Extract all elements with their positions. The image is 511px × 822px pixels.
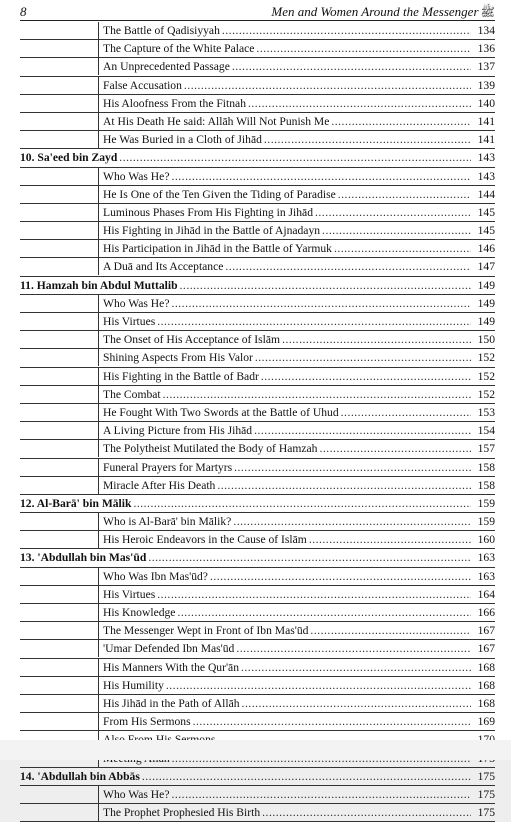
- toc-page-number: 163: [477, 569, 495, 583]
- toc-chapter-entry: [20, 149, 495, 166]
- toc-page-number: 136: [477, 42, 495, 56]
- toc-entry-line: [103, 95, 495, 112]
- toc-row: [20, 386, 495, 404]
- toc-entry-title: His Knowledge: [103, 606, 176, 619]
- toc-section-entry: [98, 204, 495, 221]
- toc-page-number: 141: [477, 133, 495, 147]
- dot-leader: [184, 77, 471, 94]
- toc-page-number: 143: [477, 151, 495, 165]
- toc-section-entry: [98, 422, 495, 439]
- toc-chapter-entry: [20, 277, 495, 294]
- toc-entry-line: [103, 477, 495, 494]
- toc-row: [20, 95, 495, 113]
- toc-entry-title: The Battle of Qadisiyyah: [103, 24, 220, 37]
- toc-entry-line: [103, 258, 495, 275]
- toc-page-number: 146: [477, 242, 495, 256]
- toc-entry-title: Who is Al-Barā' bin Mālik?: [103, 515, 232, 529]
- dot-leader: [261, 368, 471, 385]
- toc-entry-line: [103, 604, 495, 621]
- toc-entry-title: Luminous Phases From His Fighting in Jihād: [103, 205, 313, 219]
- toc-entry-title: The Capture of the White Palace: [103, 42, 255, 56]
- toc-page-number: 168: [477, 660, 495, 674]
- toc-section-entry: [98, 804, 495, 821]
- toc-row: [20, 768, 495, 786]
- toc-section-entry: [98, 131, 495, 148]
- toc-section-entry: [98, 531, 495, 548]
- toc-entry-title: A Duā and Its Acceptance: [103, 260, 224, 274]
- dot-leader: [341, 404, 471, 421]
- toc-entry-line: [103, 58, 495, 75]
- toc-row: [20, 204, 495, 222]
- toc-entry-line: [103, 677, 495, 694]
- toc-entry-line: [103, 513, 495, 530]
- toc-entry-line: [103, 113, 495, 130]
- toc-section-entry: [98, 786, 495, 803]
- dot-leader: [319, 440, 471, 457]
- dot-leader: [193, 713, 471, 730]
- toc-page-number: 139: [477, 78, 495, 92]
- dot-leader: [282, 331, 471, 348]
- dot-leader: [322, 222, 471, 239]
- toc-page-number: 140: [477, 96, 495, 110]
- toc-entry-title: He Was Buried in a Cloth of Jihād: [103, 133, 262, 147]
- toc-entry-line: [103, 240, 495, 257]
- toc-row: [20, 549, 495, 567]
- toc-entry-line: [103, 422, 495, 439]
- toc-page-number: 147: [477, 260, 495, 274]
- toc-row: [20, 586, 495, 604]
- toc-row: [20, 258, 495, 276]
- toc-section-entry: [98, 349, 495, 366]
- page-header: [20, 4, 495, 21]
- toc-entry-line: [103, 222, 495, 239]
- toc-chapter-entry: [20, 768, 495, 785]
- toc-section-entry: [98, 695, 495, 712]
- toc-entry-line: [103, 22, 495, 39]
- dot-leader: [315, 204, 471, 221]
- toc-section-entry: [98, 622, 495, 639]
- toc-row: [20, 713, 495, 731]
- dot-leader: [255, 349, 471, 366]
- dot-leader: [157, 313, 471, 330]
- toc-entry-title: The Onset of His Acceptance of Islām: [103, 333, 281, 347]
- toc-entry-title: He Is One of the Ten Given the Tiding of Paradise: [103, 187, 336, 201]
- toc-row: [20, 604, 495, 622]
- toc-page-number: 149: [477, 278, 495, 292]
- toc-page-number: 150: [477, 333, 495, 347]
- toc-section-entry: [98, 368, 495, 385]
- toc-section-entry: [98, 331, 495, 348]
- toc-section-entry: [98, 222, 495, 239]
- toc-section-entry: [98, 258, 495, 275]
- toc-entry-title: 'Umar Defended Ibn Mas'ūd: [103, 642, 235, 656]
- page-number: 8: [20, 4, 27, 19]
- toc-row: [20, 568, 495, 586]
- toc-page-number: 157: [477, 442, 495, 456]
- toc-row: [20, 804, 495, 822]
- toc-entry-title: 11. Hamzah bin Abdul Muttalib: [20, 278, 178, 292]
- viewer-bottom-strip: [0, 740, 511, 760]
- toc-row: [20, 77, 495, 95]
- toc-entry-line: [20, 549, 495, 566]
- toc-row: [20, 313, 495, 331]
- toc-row: [20, 349, 495, 367]
- dot-leader: [234, 459, 471, 476]
- toc-page-number: 167: [477, 624, 495, 638]
- toc-entry-title: Who Was Ibn Mas'ūd?: [103, 569, 208, 583]
- toc-page-number: 164: [477, 587, 495, 601]
- toc-entry-title: His Participation in Jihād in the Battle of Yarmuk: [103, 242, 332, 256]
- dot-leader: [331, 113, 471, 130]
- toc-entry-title: Miracle After His Death: [103, 478, 216, 492]
- dot-leader: [133, 495, 471, 512]
- toc-page-number: 159: [477, 515, 495, 529]
- dot-leader: [180, 277, 471, 294]
- dot-leader: [171, 168, 471, 185]
- toc-page-number: 167: [477, 642, 495, 656]
- toc-page-number: 134: [477, 24, 495, 37]
- toc-section-entry: [98, 713, 495, 730]
- toc-entry-line: [103, 313, 495, 330]
- toc-page-number: 153: [477, 405, 495, 419]
- toc-section-entry: [98, 459, 495, 476]
- dot-leader: [177, 604, 471, 621]
- toc-page-number: 154: [477, 424, 495, 438]
- toc-entry-title: His Humility: [103, 678, 164, 692]
- dot-leader: [256, 40, 471, 57]
- toc-row: [20, 459, 495, 477]
- toc-row: [20, 422, 495, 440]
- toc-row: [20, 695, 495, 713]
- toc-row: [20, 477, 495, 495]
- toc-entry-line: [103, 168, 495, 185]
- toc-entry-title: A Living Picture from His Jihād: [103, 424, 253, 438]
- toc-row: [20, 240, 495, 258]
- dot-leader: [157, 586, 471, 603]
- toc-section-entry: [98, 22, 495, 39]
- toc-row: [20, 149, 495, 167]
- toc-entry-line: [103, 804, 495, 821]
- toc-section-entry: [98, 404, 495, 421]
- toc-entry-title: From His Sermons: [103, 715, 191, 729]
- toc-entry-title: 10. Sa'eed bin Zayd: [20, 151, 118, 165]
- toc-entry-title: His Heroic Endeavors in the Cause of Islām: [103, 533, 307, 547]
- dot-leader: [248, 95, 471, 112]
- dot-leader: [222, 22, 471, 39]
- toc-entry-title: 12. Al-Barā' bin Mālik: [20, 496, 132, 510]
- toc-page-number: 143: [477, 169, 495, 183]
- toc-section-entry: [98, 77, 495, 94]
- dot-leader: [225, 258, 471, 275]
- toc-entry-line: [103, 586, 495, 603]
- toc-row: [20, 531, 495, 549]
- toc-entry-title: The Polytheist Mutilated the Body of Hamzah: [103, 442, 318, 456]
- toc-section-entry: [98, 295, 495, 312]
- toc-row: [20, 640, 495, 658]
- dot-leader: [232, 58, 471, 75]
- dot-leader: [166, 677, 471, 694]
- toc-entry-line: [103, 640, 495, 657]
- toc-entry-title: Who Was He?: [103, 787, 170, 801]
- toc-row: [20, 786, 495, 804]
- toc-page-number: 145: [477, 224, 495, 238]
- toc-section-entry: [98, 40, 495, 57]
- toc-entry-line: [103, 131, 495, 148]
- toc-entry-title: He Fought With Two Swords at the Battle of Uhud: [103, 405, 339, 419]
- toc-page-number: 144: [477, 187, 495, 201]
- toc-page-number: 160: [477, 533, 495, 547]
- toc-page-number: 149: [477, 315, 495, 328]
- toc-entry-line: [103, 440, 495, 457]
- toc-section-entry: [98, 586, 495, 603]
- toc-entry-line: [103, 568, 495, 585]
- toc-page-number: 152: [477, 369, 495, 383]
- dot-leader: [242, 695, 471, 712]
- toc-entry-line: [103, 695, 495, 712]
- toc-row: [20, 186, 495, 204]
- toc-entry-line: [103, 368, 495, 385]
- table-of-contents: [20, 22, 495, 822]
- dot-leader: [262, 804, 471, 821]
- toc-entry-title: Who Was He?: [103, 169, 170, 183]
- dot-leader: [338, 186, 471, 203]
- toc-section-entry: [98, 386, 495, 403]
- running-title-text: Men and Women Around the Messenger: [271, 4, 479, 19]
- toc-section-entry: [98, 568, 495, 585]
- toc-row: [20, 331, 495, 349]
- toc-page-number: 168: [477, 678, 495, 692]
- toc-entry-line: [103, 713, 495, 730]
- toc-entry-title: His Aloofness From the Fitnah: [103, 96, 246, 110]
- dot-leader: [236, 640, 471, 657]
- toc-entry-title: His Virtues: [103, 587, 156, 601]
- toc-entry-title: His Manners With the Qur'ān: [103, 660, 239, 674]
- toc-section-entry: [98, 677, 495, 694]
- toc-row: [20, 295, 495, 313]
- toc-row: [20, 368, 495, 386]
- toc-page-number: 159: [477, 496, 495, 510]
- toc-section-entry: [98, 240, 495, 257]
- dot-leader: [264, 131, 471, 148]
- dot-leader: [142, 768, 471, 785]
- dot-leader: [233, 513, 471, 530]
- toc-entry-title: His Jihād in the Path of Allāh: [103, 696, 240, 710]
- toc-section-entry: [98, 95, 495, 112]
- toc-entry-title: 14. 'Abdullah bin Abbās: [20, 769, 140, 783]
- dot-leader: [334, 240, 471, 257]
- toc-row: [20, 677, 495, 695]
- dot-leader: [309, 531, 471, 548]
- toc-row: [20, 131, 495, 149]
- toc-entry-line: [20, 768, 495, 785]
- toc-row: [20, 168, 495, 186]
- toc-page-number: 158: [477, 478, 495, 492]
- toc-entry-line: [103, 531, 495, 548]
- toc-entry-line: [103, 459, 495, 476]
- toc-page-number: 158: [477, 460, 495, 474]
- toc-row: [20, 622, 495, 640]
- toc-page-number: 145: [477, 205, 495, 219]
- toc-page-number: 168: [477, 696, 495, 710]
- toc-page-number: 175: [477, 769, 495, 783]
- toc-row: [20, 440, 495, 458]
- toc-chapter-entry: [20, 495, 495, 512]
- toc-row: [20, 40, 495, 58]
- toc-page-number: 175: [477, 806, 495, 820]
- dot-leader: [217, 477, 471, 494]
- toc-section-entry: [98, 513, 495, 530]
- toc-row: [20, 659, 495, 677]
- toc-entry-line: [103, 77, 495, 94]
- toc-entry-line: [20, 149, 495, 166]
- dot-leader: [310, 622, 471, 639]
- toc-section-entry: [98, 440, 495, 457]
- toc-section-entry: [98, 58, 495, 75]
- toc-row: [20, 513, 495, 531]
- toc-page-number: 166: [477, 606, 495, 619]
- toc-section-entry: [98, 168, 495, 185]
- dot-leader: [171, 295, 471, 312]
- toc-page-number: 149: [477, 296, 495, 310]
- toc-entry-title: 13. 'Abdullah bin Mas'ūd: [20, 551, 147, 565]
- toc-page-number: 137: [477, 60, 495, 74]
- toc-section-entry: [98, 640, 495, 657]
- salawat-seal-icon: ﷺ: [480, 5, 495, 19]
- toc-page-number: 141: [477, 114, 495, 128]
- toc-entry-line: [103, 186, 495, 203]
- toc-row: [20, 404, 495, 422]
- toc-entry-line: [20, 277, 495, 294]
- toc-row: [20, 113, 495, 131]
- toc-entry-title: The Prophet Prophesied His Birth: [103, 806, 261, 820]
- toc-entry-title: His Virtues: [103, 315, 156, 328]
- dot-leader: [254, 422, 471, 439]
- toc-row: [20, 495, 495, 513]
- toc-page-number: 169: [477, 715, 495, 729]
- toc-page-number: 152: [477, 351, 495, 365]
- toc-entry-line: [103, 622, 495, 639]
- toc-entry-title: False Accusation: [103, 78, 182, 92]
- toc-section-entry: [98, 186, 495, 203]
- dot-leader: [171, 786, 471, 803]
- toc-entry-line: [103, 786, 495, 803]
- toc-section-entry: [98, 313, 495, 330]
- dot-leader: [163, 386, 471, 403]
- dot-leader: [119, 149, 471, 166]
- toc-entry-line: [103, 331, 495, 348]
- toc-entry-line: [103, 204, 495, 221]
- toc-entry-title: Who Was He?: [103, 296, 170, 310]
- toc-row: [20, 222, 495, 240]
- toc-entry-line: [103, 40, 495, 57]
- toc-page-number: 175: [477, 787, 495, 801]
- toc-row: [20, 22, 495, 40]
- toc-chapter-entry: [20, 549, 495, 566]
- toc-entry-title: Funeral Prayers for Martyrs: [103, 460, 233, 474]
- dot-leader: [210, 568, 471, 585]
- toc-page-number: 152: [477, 387, 495, 401]
- toc-entry-title: The Combat: [103, 387, 161, 401]
- toc-section-entry: [98, 113, 495, 130]
- toc-entry-line: [20, 495, 495, 512]
- dot-leader: [241, 659, 471, 676]
- toc-entry-line: [103, 295, 495, 312]
- toc-page-number: 163: [477, 551, 495, 565]
- running-title: [271, 4, 495, 20]
- toc-section-entry: [98, 604, 495, 621]
- toc-entry-line: [103, 404, 495, 421]
- toc-entry-line: [103, 659, 495, 676]
- toc-entry-line: [103, 349, 495, 366]
- toc-entry-title: His Fighting in the Battle of Badr: [103, 369, 259, 383]
- toc-row: [20, 277, 495, 295]
- dot-leader: [148, 549, 471, 566]
- toc-section-entry: [98, 477, 495, 494]
- toc-entry-title: His Fighting in Jihād in the Battle of Ajnadayn: [103, 224, 321, 238]
- toc-entry-title: At His Death He said: Allāh Will Not Punish Me: [103, 114, 330, 128]
- toc-entry-title: The Messenger Wept in Front of Ibn Mas'ūd: [103, 624, 309, 638]
- toc-row: [20, 58, 495, 76]
- toc-entry-line: [103, 386, 495, 403]
- toc-entry-title: An Unprecedented Passage: [103, 60, 230, 74]
- toc-section-entry: [98, 659, 495, 676]
- toc-entry-title: Shining Aspects From His Valor: [103, 351, 253, 365]
